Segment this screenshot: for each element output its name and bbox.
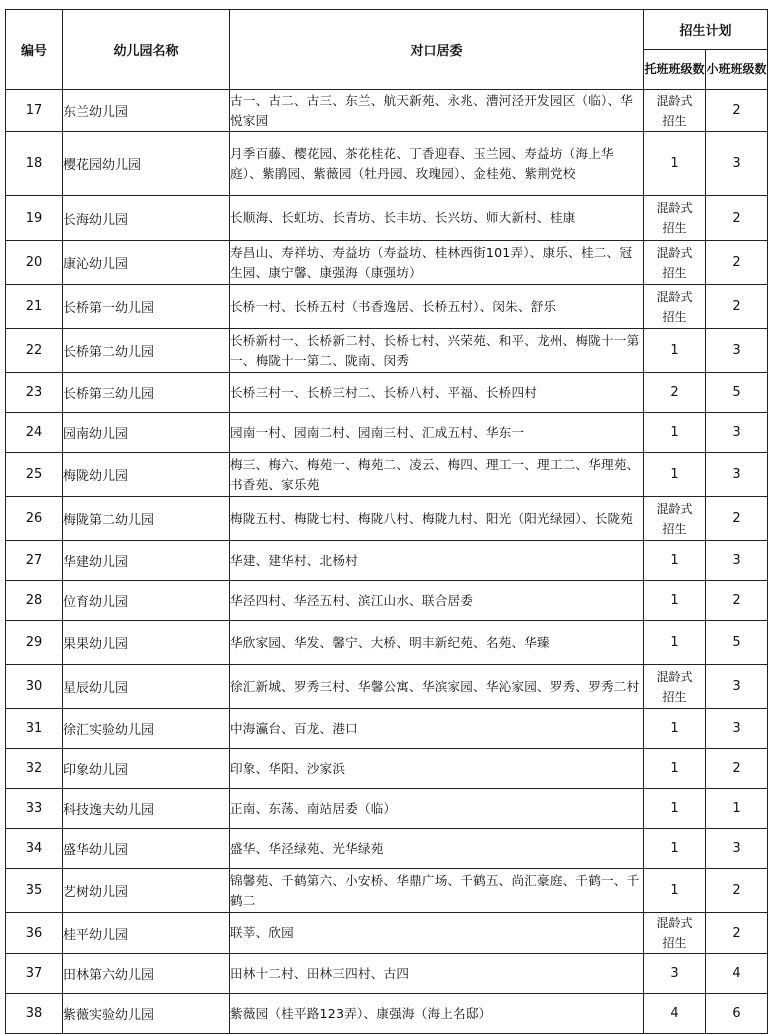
row-number: 31 (6, 709, 63, 749)
tuoban-count: 混龄式招生 (644, 90, 706, 132)
table-row (6, 285, 768, 329)
xiaoban-count: 1 (706, 789, 768, 829)
kindergarten-name: 长桥第三幼儿园 (63, 373, 230, 413)
xiaoban-count: 2 (706, 196, 768, 241)
table-row (6, 329, 768, 373)
row-number: 38 (6, 994, 63, 1034)
xiaoban-count: 6 (706, 994, 768, 1034)
residents-committee-list: 田林十二村、田林三四村、古四 (230, 954, 644, 994)
xiaoban-count: 2 (706, 285, 768, 329)
residents-committee-list: 长桥一村、长桥五村（书香逸居、长桥五村）、闵朱、舒乐 (230, 285, 644, 329)
kindergarten-name: 东兰幼儿园 (63, 90, 230, 132)
kindergarten-name: 星辰幼儿园 (63, 665, 230, 709)
tuoban-count: 4 (644, 994, 706, 1034)
row-number: 23 (6, 373, 63, 413)
kindergarten-name: 华建幼儿园 (63, 541, 230, 581)
residents-committee-list: 印象、华阳、沙家浜 (230, 749, 644, 789)
tuoban-count: 1 (644, 329, 706, 373)
table-row (6, 913, 768, 954)
table-row (6, 829, 768, 869)
kindergarten-enrollment-table (5, 9, 768, 1034)
kindergarten-name: 康沁幼儿园 (63, 241, 230, 285)
residents-committee-list: 华泾四村、华泾五村、滨江山水、联合居委 (230, 581, 644, 621)
kindergarten-name: 樱花园幼儿园 (63, 132, 230, 196)
kindergarten-name: 梅陇第二幼儿园 (63, 497, 230, 541)
xiaoban-count: 3 (706, 132, 768, 196)
residents-committee-list: 联莘、欣园 (230, 913, 644, 954)
table-row (6, 789, 768, 829)
kindergarten-name: 紫薇实验幼儿园 (63, 994, 230, 1034)
xiaoban-count: 3 (706, 709, 768, 749)
row-number: 19 (6, 196, 63, 241)
kindergarten-name: 徐汇实验幼儿园 (63, 709, 230, 749)
tuoban-count: 混龄式招生 (644, 196, 706, 241)
row-number: 22 (6, 329, 63, 373)
residents-committee-list: 长顺海、长虹坊、长青坊、长丰坊、长兴坊、师大新村、桂康 (230, 196, 644, 241)
xiaoban-count: 3 (706, 665, 768, 709)
residents-committee-list: 古一、古二、古三、东兰、航天新苑、永兆、漕河泾开发园区（临）、华悦家园 (230, 90, 644, 132)
kindergarten-name: 长桥第二幼儿园 (63, 329, 230, 373)
kindergarten-name: 盛华幼儿园 (63, 829, 230, 869)
table-row (6, 665, 768, 709)
row-number: 29 (6, 621, 63, 665)
row-number: 33 (6, 789, 63, 829)
table-row (6, 373, 768, 413)
xiaoban-count: 3 (706, 413, 768, 453)
residents-committee-list: 月季百藤、樱花园、茶花桂花、丁香迎春、玉兰园、寿益坊（海上华庭）、紫鹃园、紫薇园（牡丹园、玫瑰园）、金桂苑、紫荆党校 (230, 132, 644, 196)
table-row (6, 749, 768, 789)
row-number: 18 (6, 132, 63, 196)
kindergarten-name: 园南幼儿园 (63, 413, 230, 453)
xiaoban-count: 2 (706, 241, 768, 285)
residents-committee-list: 盛华、华泾绿苑、光华绿苑 (230, 829, 644, 869)
residents-committee-list: 梅陇五村、梅陇七村、梅陇八村、梅陇九村、阳光（阳光绿园）、长陇苑 (230, 497, 644, 541)
residents-committee-list: 长桥新村一、长桥新二村、长桥七村、兴荣苑、和平、龙州、梅陇十一第一、梅陇十一第二、陇南、闵秀 (230, 329, 644, 373)
row-number: 35 (6, 869, 63, 913)
header-plan: 招生计划 (644, 10, 768, 50)
xiaoban-count: 5 (706, 621, 768, 665)
tuoban-count: 3 (644, 954, 706, 994)
xiaoban-count: 3 (706, 541, 768, 581)
tuoban-count: 1 (644, 709, 706, 749)
row-number: 37 (6, 954, 63, 994)
table-row (6, 497, 768, 541)
kindergarten-name: 田林第六幼儿园 (63, 954, 230, 994)
table-row (6, 132, 768, 196)
header-area: 对口居委 (230, 10, 644, 90)
xiaoban-count: 3 (706, 329, 768, 373)
tuoban-count: 1 (644, 621, 706, 665)
tuoban-count: 1 (644, 453, 706, 497)
tuoban-count: 混龄式招生 (644, 285, 706, 329)
kindergarten-name: 长海幼儿园 (63, 196, 230, 241)
tuoban-count: 1 (644, 581, 706, 621)
residents-committee-list: 紫薇园（桂平路123弄）、康强海（海上名邸） (230, 994, 644, 1034)
tuoban-count: 1 (644, 413, 706, 453)
kindergarten-name: 位育幼儿园 (63, 581, 230, 621)
header-row-top (6, 10, 768, 50)
row-number: 20 (6, 241, 63, 285)
residents-committee-list: 梅三、梅六、梅苑一、梅苑二、凌云、梅四、理工一、理工二、华理苑、书香苑、家乐苑 (230, 453, 644, 497)
residents-committee-list: 园南一村、园南二村、园南三村、汇成五村、华东一 (230, 413, 644, 453)
residents-committee-list: 寿昌山、寿祥坊、寿益坊（寿益坊、桂林西街101弄）、康乐、桂二、冠生园、康宁馨、康强海（康强坊） (230, 241, 644, 285)
table-row (6, 196, 768, 241)
table-row (6, 413, 768, 453)
tuoban-count: 1 (644, 829, 706, 869)
xiaoban-count: 3 (706, 829, 768, 869)
kindergarten-name: 科技逸夫幼儿园 (63, 789, 230, 829)
header-name: 幼儿园名称 (63, 10, 230, 90)
table-row (6, 453, 768, 497)
kindergarten-name: 桂平幼儿园 (63, 913, 230, 954)
residents-committee-list: 长桥三村一、长桥三村二、长桥八村、平福、长桥四村 (230, 373, 644, 413)
tuoban-count: 1 (644, 749, 706, 789)
tuoban-count: 1 (644, 132, 706, 196)
row-number: 32 (6, 749, 63, 789)
xiaoban-count: 3 (706, 453, 768, 497)
xiaoban-count: 2 (706, 913, 768, 954)
row-number: 26 (6, 497, 63, 541)
residents-committee-list: 徐汇新城、罗秀三村、华馨公寓、华滨家园、华沁家园、罗秀、罗秀二村 (230, 665, 644, 709)
residents-committee-list: 锦馨苑、千鹤第六、小安桥、华鼎广场、千鹤五、尚汇豪庭、千鹤一、千鹤二 (230, 869, 644, 913)
table-row (6, 954, 768, 994)
xiaoban-count: 2 (706, 497, 768, 541)
table-row (6, 621, 768, 665)
table-row (6, 869, 768, 913)
row-number: 28 (6, 581, 63, 621)
tuoban-count: 混龄式招生 (644, 497, 706, 541)
tuoban-count: 混龄式招生 (644, 665, 706, 709)
table-row (6, 581, 768, 621)
kindergarten-name: 艺树幼儿园 (63, 869, 230, 913)
residents-committee-list: 华建、建华村、北杨村 (230, 541, 644, 581)
kindergarten-name: 果果幼儿园 (63, 621, 230, 665)
header-xiaoban: 小班班级数 (706, 50, 768, 90)
residents-committee-list: 正南、东荡、南站居委（临） (230, 789, 644, 829)
row-number: 34 (6, 829, 63, 869)
table-row (6, 994, 768, 1034)
residents-committee-list: 华欣家园、华发、馨宁、大桥、明丰新纪苑、名苑、华臻 (230, 621, 644, 665)
table-row (6, 709, 768, 749)
table-body (6, 90, 768, 1034)
tuoban-count: 1 (644, 789, 706, 829)
table-row (6, 541, 768, 581)
row-number: 25 (6, 453, 63, 497)
xiaoban-count: 4 (706, 954, 768, 994)
tuoban-count: 混龄式招生 (644, 241, 706, 285)
kindergarten-name: 印象幼儿园 (63, 749, 230, 789)
xiaoban-count: 2 (706, 90, 768, 132)
xiaoban-count: 2 (706, 869, 768, 913)
row-number: 24 (6, 413, 63, 453)
tuoban-count: 1 (644, 869, 706, 913)
kindergarten-name: 梅陇幼儿园 (63, 453, 230, 497)
xiaoban-count: 2 (706, 581, 768, 621)
header-tuoban: 托班班级数 (644, 50, 706, 90)
row-number: 30 (6, 665, 63, 709)
row-number: 36 (6, 913, 63, 954)
tuoban-count: 混龄式招生 (644, 913, 706, 954)
table-row (6, 241, 768, 285)
header-no: 编号 (6, 10, 63, 90)
row-number: 21 (6, 285, 63, 329)
tuoban-count: 1 (644, 541, 706, 581)
xiaoban-count: 5 (706, 373, 768, 413)
tuoban-count: 2 (644, 373, 706, 413)
residents-committee-list: 中海瀛台、百龙、港口 (230, 709, 644, 749)
row-number: 17 (6, 90, 63, 132)
xiaoban-count: 2 (706, 749, 768, 789)
kindergarten-name: 长桥第一幼儿园 (63, 285, 230, 329)
table-row (6, 90, 768, 132)
row-number: 27 (6, 541, 63, 581)
